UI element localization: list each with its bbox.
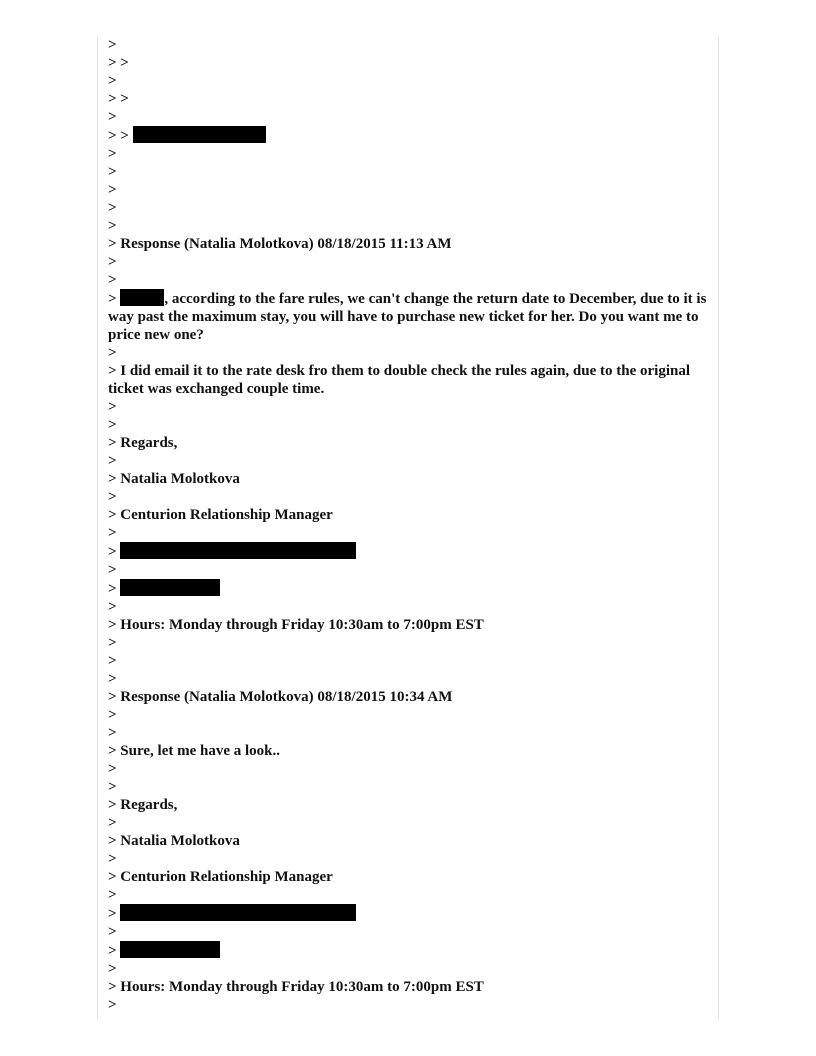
line-text: > <box>108 707 117 723</box>
quoted-line <box>108 253 708 271</box>
quoted-line <box>108 362 708 398</box>
line-text: > I did email it to the rate desk fro them to double check the rules again, due to the original ticket was exchanged couple time. <box>108 363 694 397</box>
quoted-line <box>108 289 711 344</box>
line-text: > Natalia Molotkova <box>108 833 240 849</box>
line-text: > > <box>108 128 133 144</box>
line-text: > Sure, let me have a look.. <box>108 743 281 759</box>
redaction-bar <box>120 904 356 921</box>
redaction-bar <box>120 289 164 306</box>
line-text: > <box>108 653 117 669</box>
quoted-line <box>108 344 708 362</box>
quoted-line <box>108 742 708 760</box>
quoted-line <box>108 832 708 850</box>
line-text: > <box>108 761 117 777</box>
quoted-line <box>108 850 708 868</box>
line-text: > <box>108 109 117 125</box>
quoted-line <box>108 923 708 941</box>
quoted-line <box>108 778 708 796</box>
quoted-line <box>108 470 708 488</box>
line-text: > Response (Natalia Molotkova) 08/18/2015 10:34 AM <box>108 689 453 705</box>
quoted-line <box>108 688 708 706</box>
line-text: > Hours: Monday through Friday 10:30am to 7:00pm EST <box>108 617 484 633</box>
quoted-line <box>108 54 708 72</box>
line-text: > Response (Natalia Molotkova) 08/18/2015 11:13 AM <box>108 236 452 252</box>
quoted-line <box>108 72 708 90</box>
line-text: > <box>108 291 121 307</box>
quoted-line <box>108 434 708 452</box>
quoted-line <box>108 90 708 108</box>
quoted-line <box>108 217 708 235</box>
quoted-line <box>108 706 708 724</box>
line-text: > <box>108 399 117 415</box>
line-text: > Natalia Molotkova <box>108 471 240 487</box>
line-text: > <box>108 815 117 831</box>
quoted-line <box>108 488 708 506</box>
line-text: > <box>108 997 117 1013</box>
quoted-line <box>108 886 708 904</box>
quoted-line <box>108 941 708 960</box>
line-text: > <box>108 599 117 615</box>
page-left-border <box>97 36 98 1020</box>
line-text-continued: , according to the fare rules, we can't change the return date to December, due to it is way past the maximum stay, you will have to purchase new ticket for her. Do you want me to price new one? <box>108 291 711 343</box>
line-text: > <box>108 671 117 687</box>
quoted-line <box>108 506 708 524</box>
line-text: > Centurion Relationship Manager <box>108 869 333 885</box>
quoted-line <box>108 814 708 832</box>
line-text: > Hours: Monday through Friday 10:30am to 7:00pm EST <box>108 979 484 995</box>
quoted-line <box>108 724 708 742</box>
quoted-line <box>108 616 708 634</box>
quoted-line <box>108 36 708 54</box>
line-text: > <box>108 417 117 433</box>
line-text: > <box>108 725 117 741</box>
page-right-border <box>718 36 719 1020</box>
redaction-bar <box>120 941 220 958</box>
quoted-line <box>108 634 708 652</box>
redaction-bar <box>120 579 220 596</box>
line-text: > Regards, <box>108 435 178 451</box>
line-text: > <box>108 272 117 288</box>
quoted-line <box>108 524 708 542</box>
line-text: > <box>108 182 117 198</box>
line-text: > <box>108 581 121 597</box>
quoted-line <box>108 904 708 923</box>
line-text: > <box>108 200 117 216</box>
line-text: > <box>108 489 117 505</box>
line-text: > <box>108 345 117 361</box>
quoted-line <box>108 760 708 778</box>
line-text: > <box>108 73 117 89</box>
quoted-line <box>108 542 708 561</box>
line-text: > <box>108 525 117 541</box>
quoted-line <box>108 199 708 217</box>
line-text: > <box>108 453 117 469</box>
quoted-line <box>108 960 708 978</box>
quoted-line <box>108 416 708 434</box>
quoted-line <box>108 652 708 670</box>
line-text: > <box>108 146 117 162</box>
quoted-line <box>108 181 708 199</box>
quoted-line <box>108 235 708 253</box>
line-text: > <box>108 544 121 560</box>
quoted-line <box>108 163 708 181</box>
quoted-line <box>108 398 708 416</box>
line-text: > <box>108 943 121 959</box>
quoted-line <box>108 145 708 163</box>
line-text: > <box>108 635 117 651</box>
line-text: > <box>108 562 117 578</box>
line-text: > <box>108 254 117 270</box>
quoted-line <box>108 271 708 289</box>
line-text: > Regards, <box>108 797 178 813</box>
quoted-line <box>108 579 708 598</box>
quoted-line <box>108 670 708 688</box>
line-text: > > <box>108 91 129 107</box>
quoted-line <box>108 796 708 814</box>
line-text: > > <box>108 55 129 71</box>
line-text: > <box>108 906 121 922</box>
quoted-line <box>108 108 708 126</box>
quoted-line <box>108 452 708 470</box>
line-text: > <box>108 218 117 234</box>
line-text: > <box>108 851 117 867</box>
line-text: > <box>108 887 117 903</box>
line-text: > <box>108 924 117 940</box>
quoted-line <box>108 561 708 579</box>
redaction-bar <box>120 542 356 559</box>
quoted-line <box>108 126 708 145</box>
quoted-line <box>108 598 708 616</box>
quoted-line <box>108 978 708 996</box>
email-thread-body <box>108 36 711 1014</box>
line-text: > <box>108 37 117 53</box>
quoted-line <box>108 996 708 1014</box>
redaction-bar <box>133 126 266 143</box>
line-text: > <box>108 779 117 795</box>
line-text: > Centurion Relationship Manager <box>108 507 333 523</box>
line-text: > <box>108 164 117 180</box>
quoted-line <box>108 868 708 886</box>
line-text: > <box>108 961 117 977</box>
